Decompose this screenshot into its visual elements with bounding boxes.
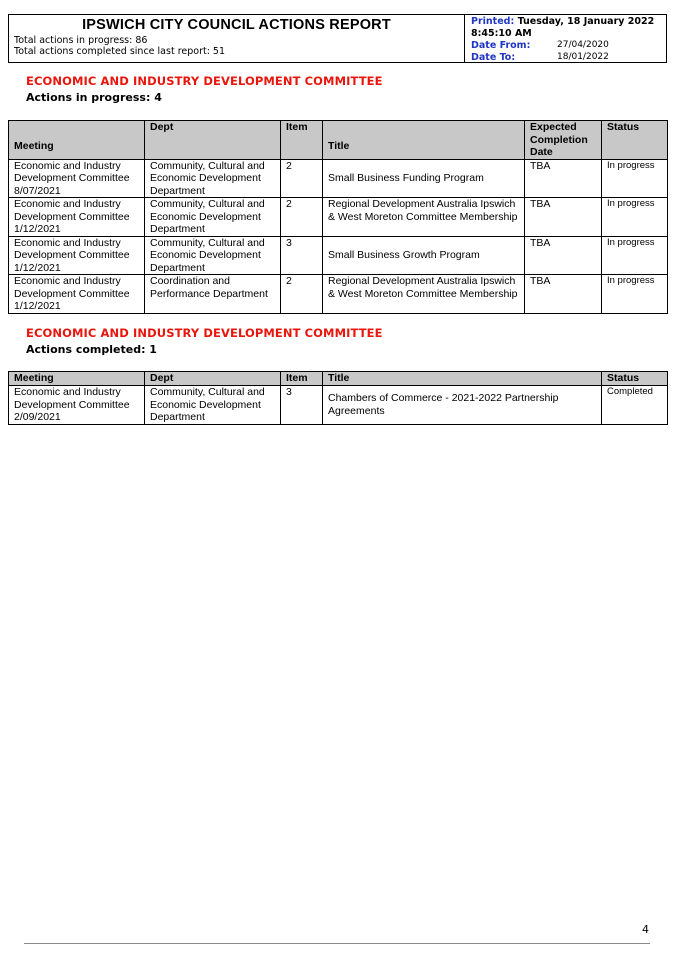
cell-meeting: Economic and Industry Development Committee 2/09/2021 <box>9 386 145 425</box>
cell-status: Completed <box>602 386 668 425</box>
cell-title: Small Business Growth Program <box>323 236 525 275</box>
cell-status: In progress <box>602 275 668 314</box>
total-completed: Total actions completed since last report: 51 <box>14 46 226 57</box>
cell-dept: Community, Cultural and Economic Development Department <box>145 236 281 275</box>
cell-item: 2 <box>281 275 323 314</box>
cell-dept: Coordination and Performance Department <box>145 275 281 314</box>
col-header-dept: Dept <box>145 372 281 386</box>
col-header-meeting: Meeting <box>9 372 145 386</box>
table-row <box>9 236 668 275</box>
cell-expected: TBA <box>525 198 602 237</box>
cell-status: In progress <box>602 236 668 275</box>
total-in-progress: Total actions in progress: 86 <box>14 35 148 46</box>
section-completed-title: ECONOMIC AND INDUSTRY DEVELOPMENT COMMITTEE <box>26 326 383 340</box>
col-header-status: Status <box>602 121 668 160</box>
printed-line <box>471 16 654 27</box>
date-to-value: 18/01/2022 <box>557 52 609 62</box>
col-header-dept: Dept <box>145 121 281 160</box>
section-in-progress-subtitle: Actions in progress: 4 <box>26 91 162 104</box>
col-header-meeting: Meeting <box>9 121 145 160</box>
table-header-row <box>9 121 668 160</box>
cell-title: Regional Development Australia Ipswich & West Moreton Committee Membership <box>323 275 525 314</box>
cell-dept: Community, Cultural and Economic Development Department <box>145 386 281 425</box>
cell-title: Small Business Funding Program <box>323 159 525 198</box>
page-number: 4 <box>642 923 649 936</box>
table-row <box>9 159 668 198</box>
table-row <box>9 386 668 425</box>
cell-dept: Community, Cultural and Economic Development Department <box>145 159 281 198</box>
printed-label: Printed: <box>471 16 515 27</box>
in-progress-table <box>8 120 668 314</box>
cell-meeting: Economic and Industry Development Committee 1/12/2021 <box>9 198 145 237</box>
cell-item: 3 <box>281 386 323 425</box>
col-header-status: Status <box>602 372 668 386</box>
printed-date: Tuesday, 18 January 2022 <box>517 16 655 27</box>
report-header <box>8 14 667 63</box>
cell-status: In progress <box>602 159 668 198</box>
cell-item: 3 <box>281 236 323 275</box>
header-left-panel <box>9 15 465 62</box>
col-header-title: Title <box>323 121 525 160</box>
table-row <box>9 275 668 314</box>
col-header-item: Item <box>281 372 323 386</box>
col-header-item: Item <box>281 121 323 160</box>
col-header-expected-date: Expected Completion Date <box>525 121 602 160</box>
cell-dept: Community, Cultural and Economic Development Department <box>145 198 281 237</box>
cell-expected: TBA <box>525 236 602 275</box>
footer-divider <box>24 943 650 944</box>
cell-title: Regional Development Australia Ipswich & West Moreton Committee Membership <box>323 198 525 237</box>
completed-table <box>8 371 668 425</box>
col-header-title: Title <box>323 372 602 386</box>
section-completed-subtitle: Actions completed: 1 <box>26 343 157 356</box>
cell-meeting: Economic and Industry Development Committee 1/12/2021 <box>9 275 145 314</box>
cell-title: Chambers of Commerce - 2021-2022 Partnership Agreements <box>323 386 602 425</box>
date-from-value: 27/04/2020 <box>557 40 609 50</box>
printed-time: 8:45:10 AM <box>471 28 532 39</box>
section-in-progress-title: ECONOMIC AND INDUSTRY DEVELOPMENT COMMITTEE <box>26 74 383 88</box>
cell-expected: TBA <box>525 275 602 314</box>
table-row <box>9 198 668 237</box>
cell-meeting: Economic and Industry Development Committee 8/07/2021 <box>9 159 145 198</box>
date-from-label: Date From: <box>471 40 531 51</box>
cell-item: 2 <box>281 198 323 237</box>
date-to-label: Date To: <box>471 52 516 63</box>
cell-expected: TBA <box>525 159 602 198</box>
cell-item: 2 <box>281 159 323 198</box>
cell-status: In progress <box>602 198 668 237</box>
table-header-row <box>9 372 668 386</box>
cell-meeting: Economic and Industry Development Committee 1/12/2021 <box>9 236 145 275</box>
report-title: IPSWICH CITY COUNCIL ACTIONS REPORT <box>82 17 391 33</box>
